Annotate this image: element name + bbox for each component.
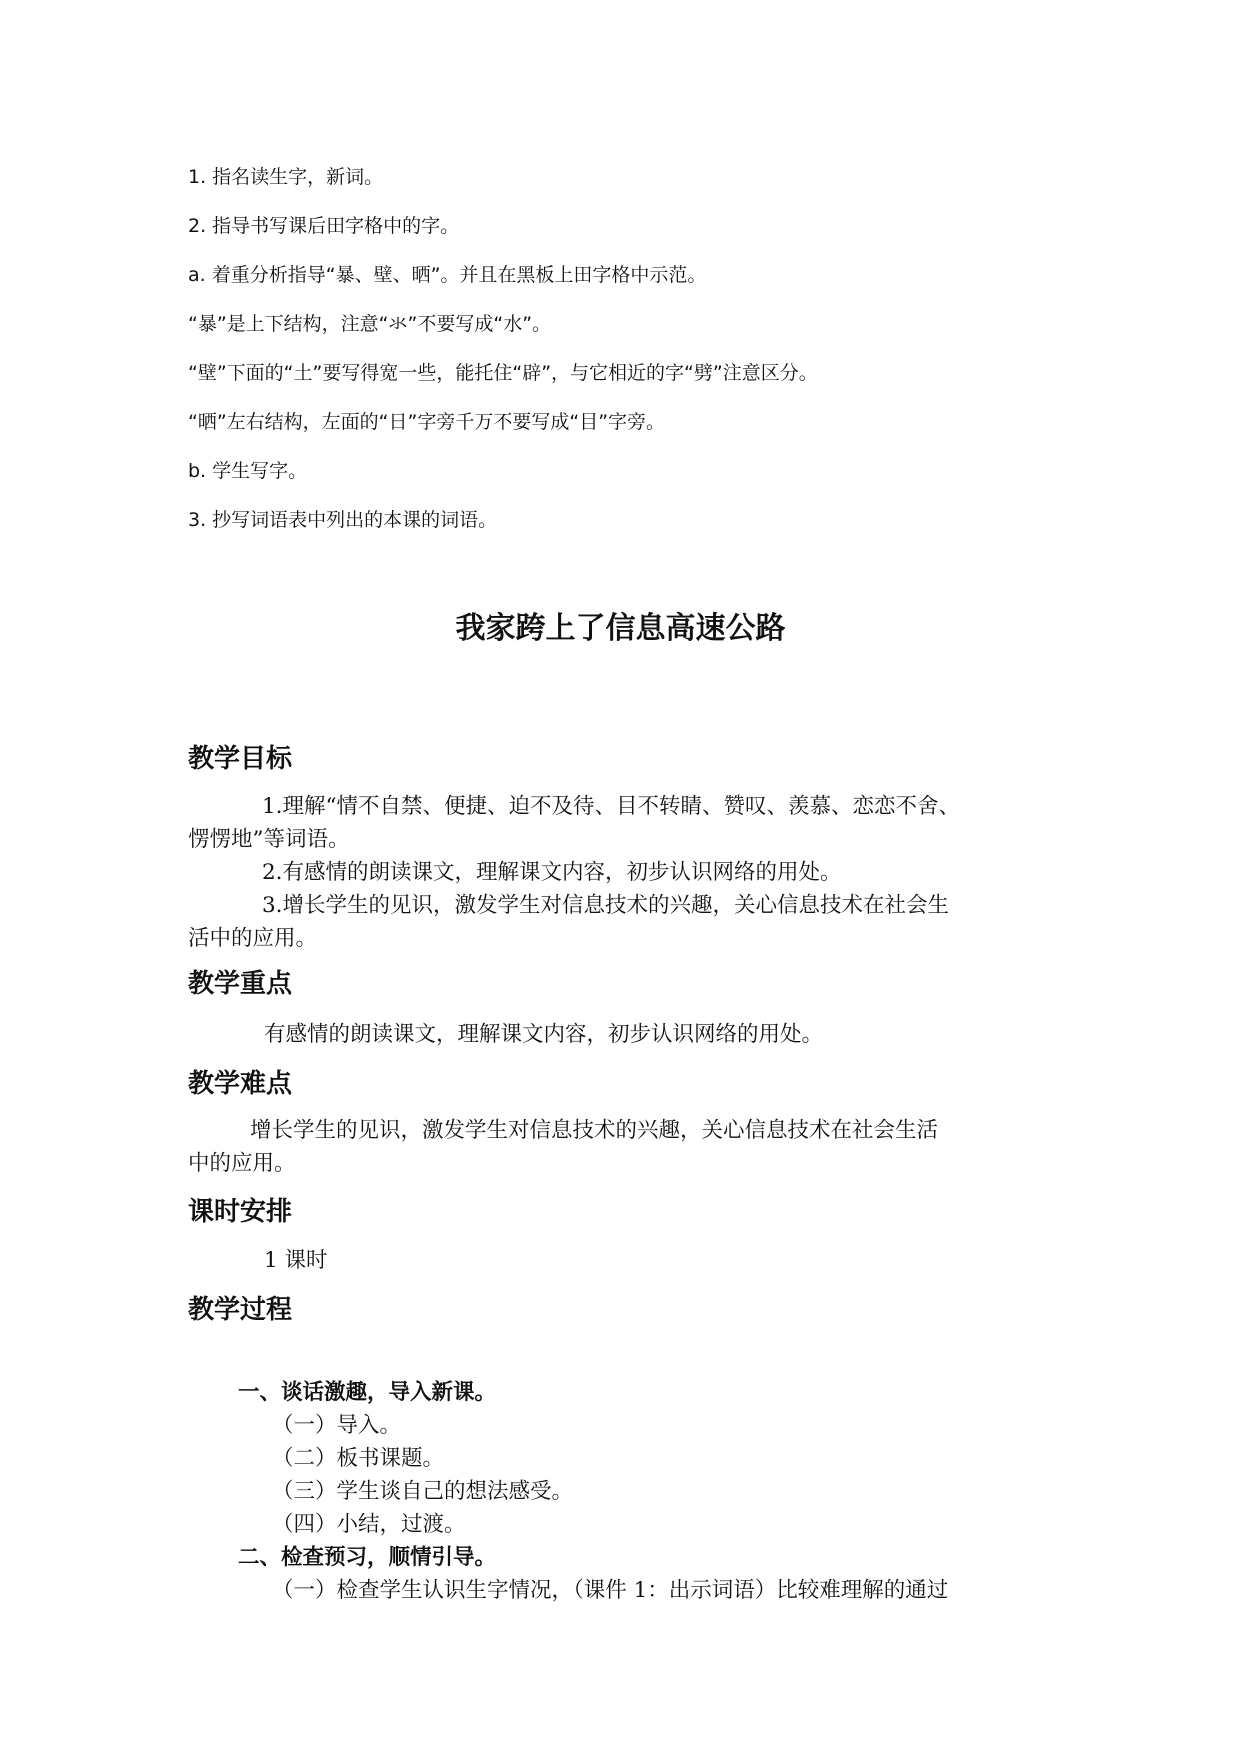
process-step: （一）检查学生认识生字情况，（课件 1：出示词语）比较难理解的通过 bbox=[272, 1578, 949, 1603]
objective-item: 3.增长学生的见识，激发学生对信息技术的兴趣，关心信息技术在社会生 bbox=[262, 893, 950, 918]
list-item: 3. 抄写词语表中列出的本课的词语。 bbox=[188, 509, 498, 531]
process-step: （四）小结，过渡。 bbox=[272, 1512, 466, 1537]
key-points-text: 有感情的朗读课文，理解课文内容，初步认识网络的用处。 bbox=[264, 1022, 824, 1047]
schedule-text: 1 课时 bbox=[264, 1248, 328, 1273]
process-step: （二）板书课题。 bbox=[272, 1446, 445, 1471]
objective-item-continued: 活中的应用。 bbox=[188, 926, 318, 951]
list-item: 2. 指导书写课后田字格中的字。 bbox=[188, 215, 460, 237]
schedule-heading: 课时安排 bbox=[188, 1197, 293, 1227]
list-item: a. 着重分析指导“暴、壁、晒”。并且在黑板上田字格中示范。 bbox=[188, 264, 707, 286]
difficulties-text: 增长学生的见识，激发学生对信息技术的兴趣，关心信息技术在社会生活 bbox=[250, 1118, 939, 1143]
process-section-title: 二、检查预习，顺情引导。 bbox=[238, 1545, 497, 1570]
list-item: b. 学生写字。 bbox=[188, 460, 308, 482]
process-step: （一）导入。 bbox=[272, 1413, 402, 1438]
document-title: 我家跨上了信息高速公路 bbox=[455, 611, 786, 646]
key-points-heading: 教学重点 bbox=[188, 969, 293, 999]
list-item: “壁”下面的“土”要写得宽一些，能托住“辟”，与它相近的字“劈”注意区分。 bbox=[188, 362, 818, 384]
list-item: 1. 指名读生字，新词。 bbox=[188, 166, 384, 188]
objective-item: 2.有感情的朗读课文，理解课文内容，初步认识网络的用处。 bbox=[262, 860, 842, 885]
process-heading: 教学过程 bbox=[188, 1295, 293, 1325]
process-section-title: 一、谈话激趣，导入新课。 bbox=[238, 1380, 497, 1405]
difficulties-heading: 教学难点 bbox=[188, 1069, 293, 1099]
process-step: （三）学生谈自己的想法感受。 bbox=[272, 1479, 574, 1504]
list-item: “晒”左右结构，左面的“日”字旁千万不要写成“目”字旁。 bbox=[188, 411, 666, 433]
list-item: “暴”是上下结构，注意“氺”不要写成“水”。 bbox=[188, 313, 552, 335]
objectives-heading: 教学目标 bbox=[188, 744, 293, 774]
objective-item: 1.理解“情不自禁、便捷、迫不及待、目不转睛、赞叹、羡慕、恋恋不舍、 bbox=[262, 794, 961, 819]
difficulties-text-continued: 中的应用。 bbox=[188, 1151, 296, 1176]
objective-item-continued: 愣愣地”等词语。 bbox=[188, 827, 350, 852]
